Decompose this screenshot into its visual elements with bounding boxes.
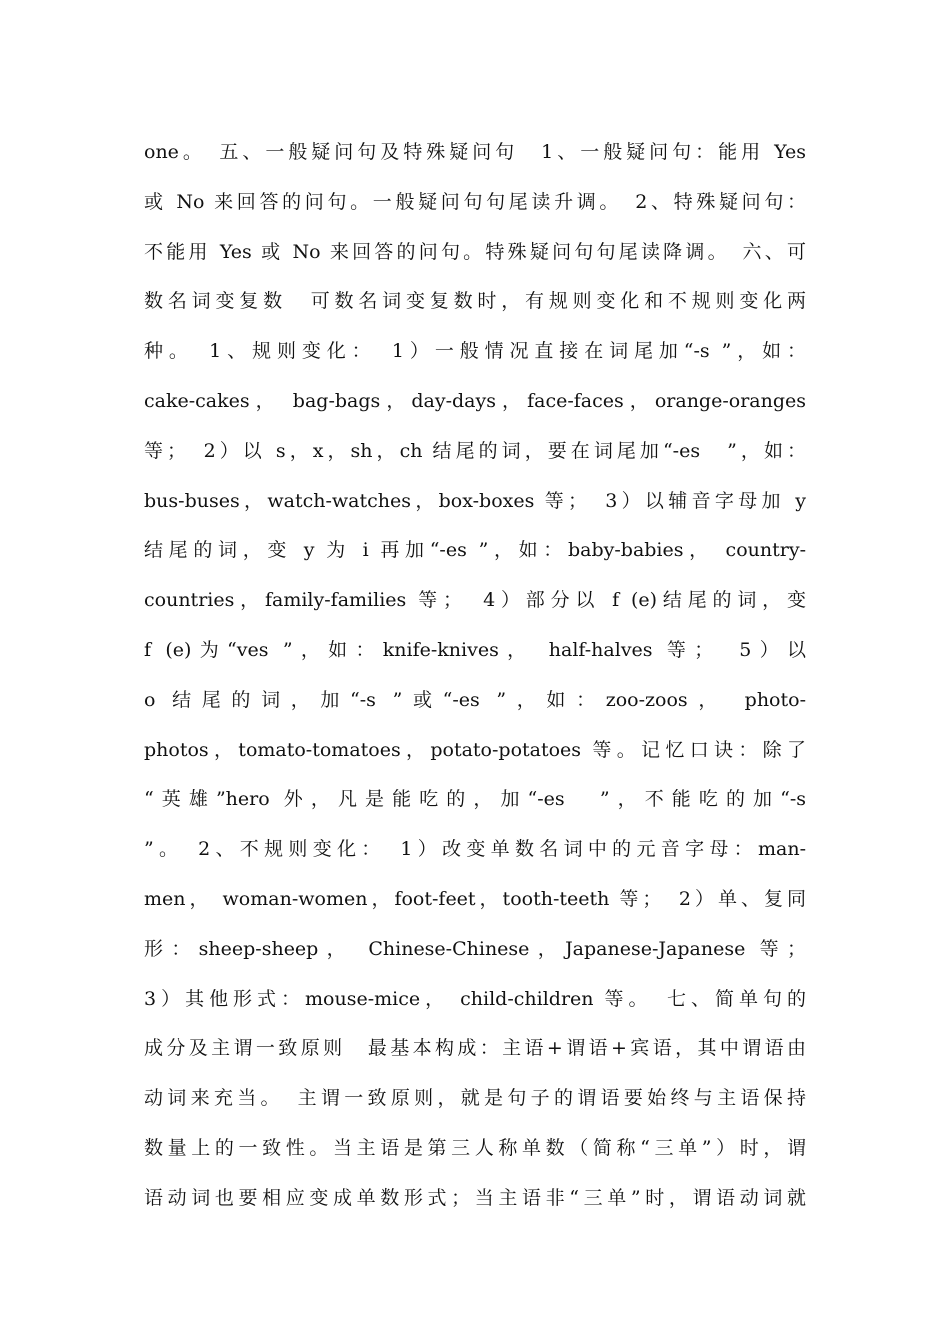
text-line: 形：sheep-sheep， Chinese-Chinese，Japanese-Japanese 等； bbox=[144, 937, 806, 960]
text-line: 语动词也要相应变成单数形式；当主语非“三单”时，谓语动词就 bbox=[144, 1186, 806, 1209]
text-line: photos，tomato-tomatoes，potato-potatoes 等。记忆口诀：除了 bbox=[144, 738, 806, 761]
body-text bbox=[144, 128, 806, 1224]
text-line: 结尾的词，变 y 为 i 再加“-es ”，如：baby-babies， country- bbox=[144, 539, 806, 562]
text-line: f (e)为“ves ”，如：knife-knives， half-halves 等； 5）以 bbox=[144, 638, 806, 661]
text-line: o 结尾的词，加“-s ”或“-es ”，如：zoo-zoos， photo- bbox=[144, 688, 806, 711]
text-line: countries，family-families 等； 4）部分以 f (e)结尾的词，变 bbox=[144, 589, 806, 612]
text-line: 数量上的一致性。当主语是第三人称单数（简称“三单”）时，谓 bbox=[144, 1136, 806, 1159]
text-line: 动词来充当。 主谓一致原则，就是句子的谓语要始终与主语保持 bbox=[144, 1087, 806, 1110]
text-line: 或 No 来回答的问句。一般疑问句句尾读升调。 2、特殊疑问句： bbox=[144, 190, 806, 213]
text-line: 种。 1、规则变化： 1）一般情况直接在词尾加“-s ”，如： bbox=[144, 340, 806, 363]
text-line: cake-cakes， bag-bags，day-days，face-faces，orange-oranges bbox=[144, 389, 806, 412]
text-line: 成分及主谓一致原则 最基本构成：主语+谓语+宾语，其中谓语由 bbox=[144, 1037, 806, 1060]
text-line: men， woman-women，foot-feet，tooth-teeth 等； 2）单、复同 bbox=[144, 887, 806, 910]
text-line: ”。 2、不规则变化： 1）改变单数名词中的元音字母：man- bbox=[144, 838, 806, 861]
text-line: one。 五、一般疑问句及特殊疑问句 1、一般疑问句：能用 Yes bbox=[144, 141, 806, 163]
text-line: 不能用 Yes 或 No 来回答的问句。特殊疑问句句尾读降调。 六、可 bbox=[144, 240, 806, 263]
text-line: “英雄”hero 外，凡是能吃的，加“-es ”，不能吃的加“-s bbox=[144, 788, 806, 811]
text-line: 3）其他形式：mouse-mice， child-children 等。 七、简单句的 bbox=[144, 987, 806, 1010]
text-line: 等； 2）以 s，x，sh，ch 结尾的词，要在词尾加“-es ”，如： bbox=[144, 439, 806, 462]
text-line: 数名词变复数 可数名词变复数时，有规则变化和不规则变化两 bbox=[144, 290, 806, 313]
text-line: bus-buses，watch-watches，box-boxes 等； 3）以辅音字母加 y bbox=[144, 489, 806, 512]
